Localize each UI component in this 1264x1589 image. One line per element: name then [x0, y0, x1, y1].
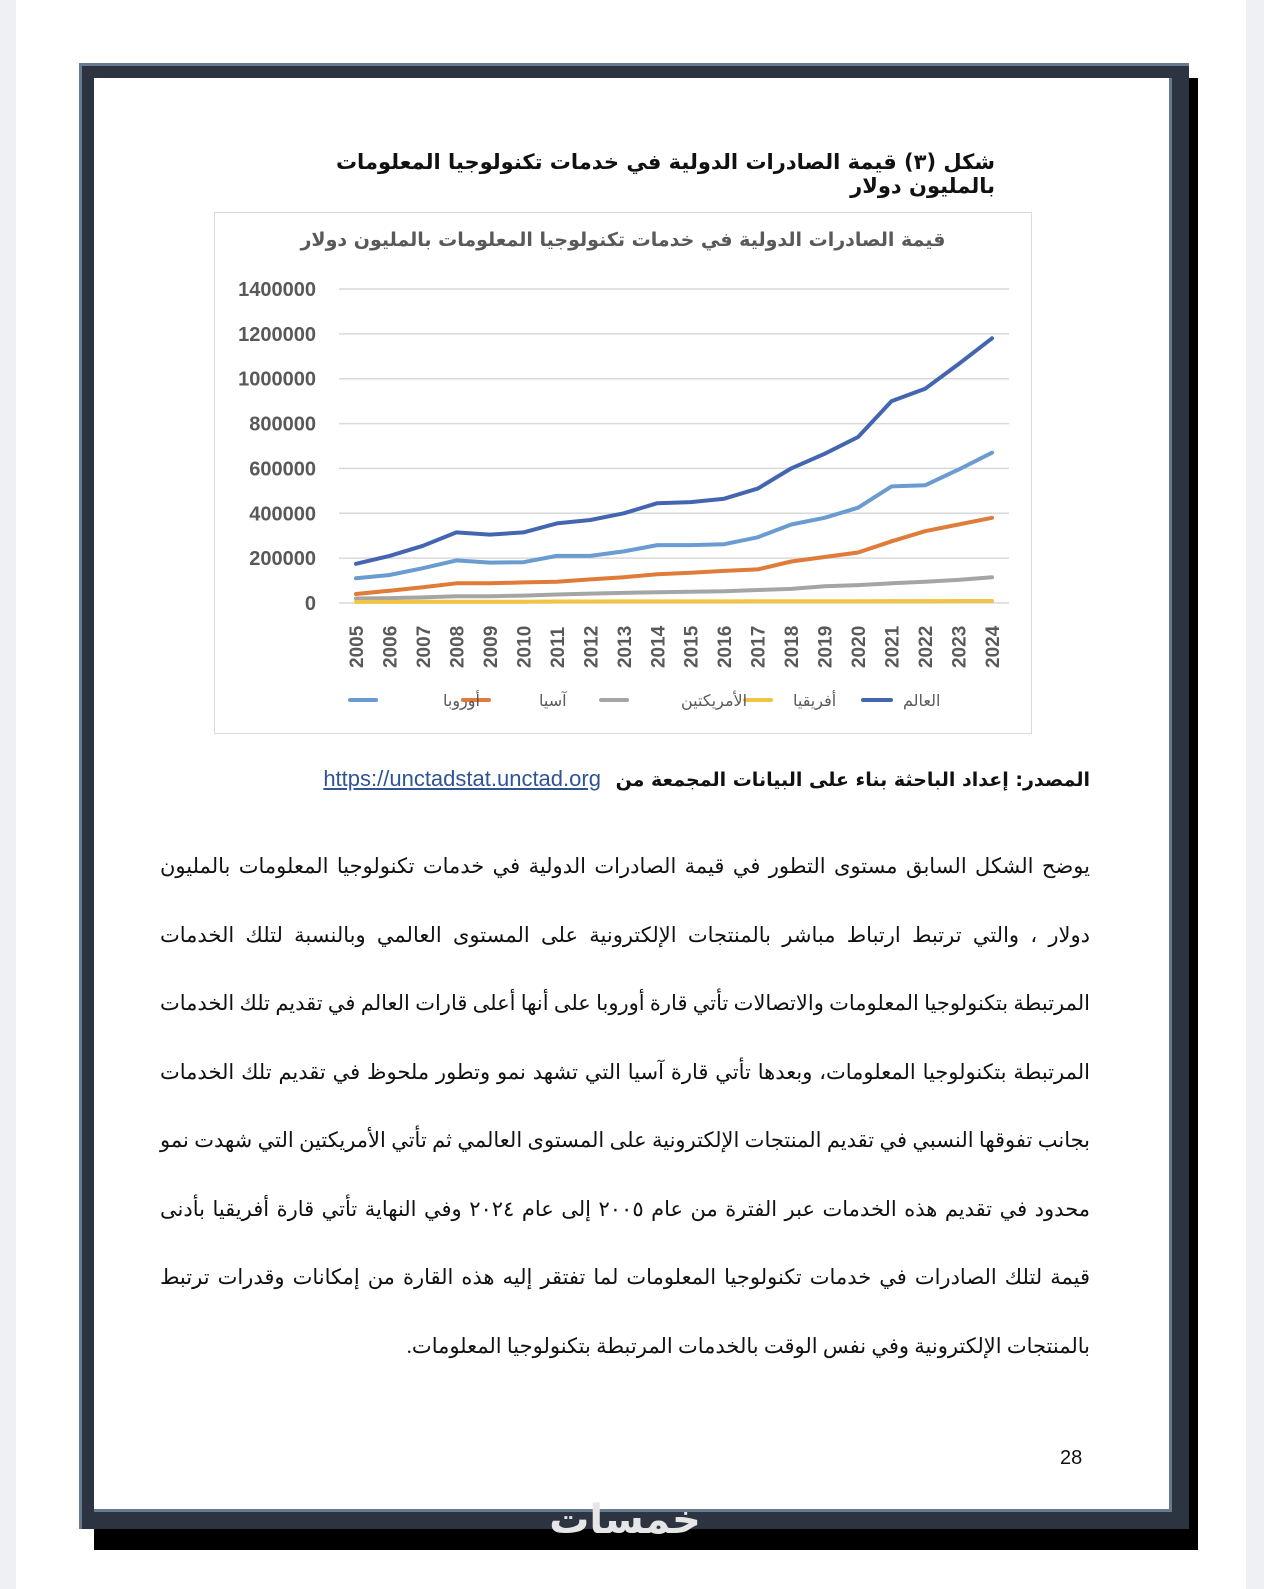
page-number: 28 — [1060, 1447, 1083, 1469]
chart-title: قيمة الصادرات الدولية في خدمات تكنولوجيا المعلومات بالمليون دولار — [300, 229, 946, 251]
viewer-right-edge — [1246, 0, 1264, 1589]
x-tick-label: 2018 — [782, 625, 804, 668]
x-tick-label: 2017 — [748, 625, 770, 668]
x-tick-label: 2005 — [347, 625, 368, 668]
watermark-logo: خمسات — [549, 1497, 701, 1543]
x-tick-label: 2012 — [581, 625, 603, 668]
source-line — [160, 766, 1090, 792]
figure-caption: شكل (٣) قيمة الصادرات الدولية في خدمات تكنولوجيا المعلومات بالمليون دولار — [335, 150, 995, 198]
y-tick-label: 1000000 — [238, 368, 316, 391]
x-tick-label: 2019 — [815, 625, 837, 668]
source-label: المصدر: إعداد الباحثة بناء على البيانات المجمعة من — [615, 769, 1090, 791]
x-tick-label: 2015 — [681, 625, 703, 668]
x-tick-label: 2020 — [849, 625, 871, 668]
x-tick-label: 2021 — [882, 625, 904, 668]
series-line — [356, 453, 992, 579]
y-tick-label: 1400000 — [238, 279, 316, 301]
x-tick-label: 2023 — [949, 625, 971, 668]
x-tick-label: 2011 — [547, 626, 569, 668]
body-paragraph: يوضح الشكل السابق مستوى التطور في قيمة الصادرات الدولية في خدمات تكنولوجيا المعلومات بالمليون دولار ، والتي ترتبط ارتباط مباشر بالمنتجات الإلكترونية على المستوى العالمي وبالنسبة لتلك الخدمات المرتبطة بتكنولوجيا المعلومات والاتصالات تأتي قارة أوروبا على أنها أعلى قارات العالم في تقديم تلك الخدمات المرتبطة بتكنولوجيا المعلومات، وبعدها تأتي قارة آسيا التي تشهد نمو وتطور ملحوظ في تقديم تلك الخدمات بجانب تفوقها النسبي في تقديم المنتجات الإلكترونية على المستوى العالمي ثم تأتي الأمريكتين التي شهدت نمو محدود في تقديم هذه الخدمات عبر الفترة من عام ٢٠٠٥ إلى عام ٢٠٢٤ وفي النهاية تأتي قارة أفريقيا بأدنى قيمة لتلك الصادرات في خدمات تكنولوجيا المعلومات لما تفتقر إليه هذه القارة من إمكانات وقدرات ترتبط بالمنتجات الإلكترونية وفي نفس الوقت بالخدمات المرتبطة بتكنولوجيا المعلومات. — [160, 854, 1091, 1358]
line-chart — [214, 212, 1032, 734]
y-tick-label: 800000 — [249, 413, 316, 436]
legend-label: العالم — [903, 691, 941, 710]
series-line — [356, 601, 992, 602]
source-link[interactable]: https://unctadstat.unctad.org — [323, 766, 601, 791]
x-tick-label: 2014 — [648, 625, 670, 668]
x-tick-label: 2022 — [916, 625, 938, 668]
x-tick-label: 2009 — [480, 625, 502, 668]
legend-label: أوروبا — [443, 691, 480, 710]
y-tick-label: 600000 — [249, 458, 316, 481]
x-tick-label: 2006 — [380, 625, 402, 668]
x-tick-label: 2013 — [614, 625, 636, 668]
y-tick-label: 0 — [304, 593, 316, 615]
viewer-left-edge — [0, 0, 16, 1589]
legend-label: أفريقيا — [793, 691, 837, 710]
x-tick-label: 2008 — [447, 625, 469, 668]
y-tick-label: 400000 — [249, 503, 316, 526]
x-tick-label: 2016 — [715, 625, 737, 668]
x-tick-label: 2010 — [514, 625, 536, 668]
x-tick-label: 2024 — [983, 625, 1004, 668]
y-tick-label: 200000 — [249, 548, 316, 571]
legend-label: الأمريكتين — [681, 691, 748, 710]
x-tick-label: 2007 — [413, 625, 435, 668]
series-line — [356, 577, 992, 598]
legend-label: آسيا — [539, 691, 567, 710]
series-line — [356, 338, 992, 564]
chart-plot-area — [215, 213, 1033, 735]
y-tick-label: 1200000 — [238, 323, 316, 346]
